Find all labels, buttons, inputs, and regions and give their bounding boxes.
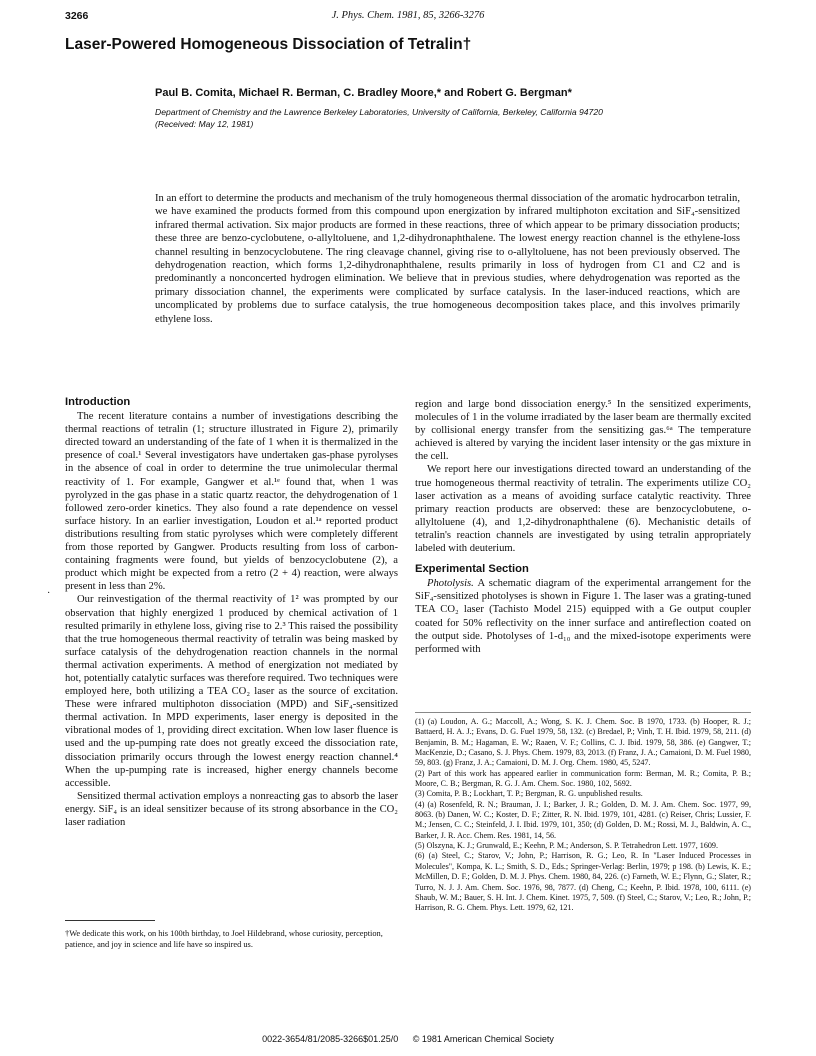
reference-item: (1) (a) Loudon, A. G.; Maccoll, A.; Wong, S. K. J. Chem. Soc. B 1970, 1733. (b) Hooper, R. J.; Battaerd, H. A. J.; Evans, D. G. Fuel 1979, 58, 132. (c) Bredael, P.; Vinh, T. H. Ibid. 1979, 58, 211. (d) Benjamin, B. M.; Hagaman, E. W.; Raaen, V. F.; Collins, C. J. Ibid. 1979, 58, 386. (e) Gangwer, T.; MacKenzie, D.; Casano, S. J. Phys. Chem. 1979, 83, 2013. (f) Franz, J. A.; Camaioni, D. M. Fuel 1980, 59, 803. (g) Franz, J. A.; Camaioni, D. M. J. Org. Chem. 1980, 45, 5247. bbox=[415, 717, 751, 768]
photolysis-subheading: Photolysis. bbox=[427, 578, 474, 590]
intro-paragraph-3: Sensitized thermal activation employs a nonreacting gas to absorb the laser energy. SiF₄ is an ideal sensitizer because of its strong absorbance in the CO₂ laser radiation bbox=[65, 790, 398, 828]
references-list bbox=[415, 717, 751, 914]
photolysis-text: A schematic diagram of the experimental arrangement for the SiF₄-sensitized photolyses is shown in Figure 1. The laser was a grating-tuned TEA CO₂ laser (Tachisto Model 215) equipped with a Ge output coupler coated for 50% reflectivity on the inner surface and antireflection coated on the output side. Photolyses of 1-d₁₀ and the mixed-isotope experiments were performed with bbox=[415, 578, 751, 655]
journal-citation: J. Phys. Chem. 1981, 85, 3266-3276 bbox=[331, 10, 485, 21]
abstract: In an effort to determine the products and mechanism of the truly homogeneous thermal dissociation of the aromatic hydrocarbon tetralin, we have examined the products formed from this compound upon energization by infrared multiphoton excitation and SiF₄-sensitized infrared thermal activation. Six major products are formed in these reactions, three of which appear to be primary dissociation products; these three are benzo-cyclobutene, o-allyltoluene, and 1,2-dihydronaphthalene. The lowest energy reaction channel is the ethylene-loss channel resulting in benzocyclobutene. The ring cleavage channel, giving rise to o-allyltoluene, has not been previously observed. The dehydrogenation reaction, which forms 1,2-dihydronaphthalene, results primarily in loss of hydrogen from C1 and C2 and is predominantly a nonconcerted hydrogen elimination. We believe that in previous studies, where dehydrogenation was reported as the primary dissociation channel, the experiments were complicated by surface catalysis. In the laser-induced reactions, which are uncomplicated by problems due to surface catalysis, the true homogeneous decomposition takes place, and this involves primarily ethylene loss. bbox=[155, 193, 740, 325]
right-paragraph-1: region and large bond dissociation energy.⁵ In the sensitized experiments, molecules of 1 in the volume irradiated by the laser beam are thermally excited by collisional energy transfer from the sensitizing gas.⁶ᵃ The temperature achieved is altered by varying the incident laser intensity or the gas mixture in the cell. bbox=[415, 399, 751, 463]
footnote-rule bbox=[65, 920, 155, 921]
intro-paragraph-1: The recent literature contains a number of investigations describing the thermal reactions of tetralin (1; structure illustrated in Figure 2), primarily directed toward an understanding of the fate of 1 when it is thermalized in the presence of coal.¹ Several investigators have undertaken gas-phase pyrolyses in the absence of coal in order to determine the true unimolecular thermal reactivity of 1. For example, Gangwer et al.¹ᵉ found that, when 1 was pyrolyzed in the gas phase in a static quartz reactor, the dehydrogenation of 1 followed zero-order kinetics. They also found a rate dependence on vessel surface history. In an earlier investigation, Loudon et al.¹ᵃ reported product distributions resulting from static pyrolyses which were completely different from those reported by Gangwer. Products resulting from loss of carbon-containing fragments were found, but yields of benzocyclobutene (2), a product which might be expected from a retro (2 + 4) reaction, were always present in less than 2%. bbox=[65, 411, 398, 593]
reference-item: (2) Part of this work has appeared earlier in communication form: Berman, M. R.; Comita, P. B.; Moore, C. B.; Bergman, R. G. J. Am. Chem. Soc. 1980, 102, 5692. bbox=[415, 768, 751, 789]
right-column bbox=[415, 398, 751, 656]
experimental-paragraph bbox=[415, 577, 751, 656]
article-title: Laser-Powered Homogeneous Dissociation of Tetralin† bbox=[65, 36, 472, 53]
copyright-notice: © 1981 American Chemical Society bbox=[412, 1034, 554, 1044]
intro-paragraph-2: Our reinvestigation of the thermal reactivity of 1² was prompted by our observation that highly energized 1 produced by chemical activation of 1 resulted primarily in ethylene loss, giving rise to 2.³ This raised the possibility that the true homogeneous thermal reactivity of tetralin was being masked by surface catalysis of the dehydrogenation reaction channels in the normal thermal activation experiments. A method of energization not mediated by hot, potentially catalytic surfaces was therefore required. Two techniques were employed here, both utilizing a TEA CO₂ laser as the source of excitation. These were infrared multiphoton dissociation (MPD) and SiF₄-sensitized thermal activation. In MPD experiments, laser energy is deposited in the vibrational modes of 1, providing direct excitation. When low laser fluence is used and the up-pumping rate does not greatly exceed the dissociation rate, dissociation primarily occurs through the lowest energy reaction channel.⁴ When the up-pumping rate is increased, higher energy channels become accessible. bbox=[65, 594, 398, 789]
affiliation: Department of Chemistry and the Lawrence Berkeley Laboratories, University of California, Berkeley, California 94720 bbox=[155, 107, 603, 117]
reference-item: (4) (a) Rosenfeld, R. N.; Brauman, J. I.; Barker, J. R.; Golden, D. M. J. Am. Chem. Soc. 1977, 99, 8063. (b) Danen, W. C.; Koster, D. F.; Zitter, R. N. Ibid. 1979, 101, 4281. (c) Reiser, Chris; Lussier, F. M.; Jensen, C. C.; Steinfeld, J. I. Ibid. 1979, 101, 350; (d) Golden, D. M.; Rossi, M. J., Baldwin, A. C., Barker, J. R. Acc. Chem. Res. 1981, 14, 56. bbox=[415, 799, 751, 840]
margin-mark: · bbox=[47, 588, 51, 599]
page-footer bbox=[0, 1034, 816, 1044]
experimental-heading: Experimental Section bbox=[415, 563, 529, 576]
author-list: Paul B. Comita, Michael R. Berman, C. Bradley Moore,* and Robert G. Bergman* bbox=[155, 87, 572, 99]
reference-item: (6) (a) Steel, C.; Starov, V.; John, P.; Harrison, R. G.; Leo, R. In "Laser Induced Processes in Molecules", Kompa, K. L.; Smith, S. D., Eds.; Springer-Verlag: Berlin, 1979; p 198. (b) Lewis, K. E.; McMillen, D. F.; Golden, D. M. J. Phys. Chem. 1980, 84, 226. (c) Farneth, W. E.; Flynn, G.; Slater, R.; Turro, N. J. J. Am. Chem. Soc. 1976, 98, 7877. (d) Cheng, C.; Keehn, P. Ibid. 1978, 100, 6111. (e) Shaub, W. M.; Bauer, S. H. Int. J. Chem. Kinet. 1975, 7, 509. (f) Steel, C.; Starov, V.; Leo, R.; John, P.; Harrison, R. G. Chem. Phys. Lett. 1979, 62, 121. bbox=[415, 851, 751, 913]
left-column bbox=[65, 396, 398, 829]
received-date: (Received: May 12, 1981) bbox=[155, 119, 254, 129]
dedication-footnote: †We dedicate this work, on his 100th birthday, to Joel Hildebrand, whose curiosity, perception, patience, and joy in science and life have so inspired us. bbox=[65, 929, 383, 949]
introduction-heading: Introduction bbox=[65, 396, 131, 408]
affiliation-block bbox=[155, 106, 775, 130]
reference-item: (5) Olszyna, K. J.; Grunwald, E.; Keehn, P. M.; Anderson, S. P. Tetrahedron Lett. 1977, 1609. bbox=[415, 841, 718, 851]
references-rule bbox=[415, 712, 751, 713]
article-code: 0022-3654/81/2085-3266$01.25/0 bbox=[262, 1034, 399, 1044]
page-number: 3266 bbox=[65, 10, 89, 22]
reference-item: (3) Comita, P. B.; Lockhart, T. P.; Bergman, R. G. unpublished results. bbox=[415, 789, 643, 799]
right-paragraph-2: We report here our investigations directed toward an understanding of the true homogeneous thermal reactivity of tetralin. The experiments utilize CO₂ laser activation as a means of avoiding surface catalytic reactivity. Three primary reaction products are observed: these are benzocyclobutene, o-allyltoluene (4), and 1,2-dihydronaphthalene (6). Mechanistic details of tetralin's reaction channels are investigated by using tetralin appropriately labeled with deuterium. bbox=[415, 464, 751, 555]
